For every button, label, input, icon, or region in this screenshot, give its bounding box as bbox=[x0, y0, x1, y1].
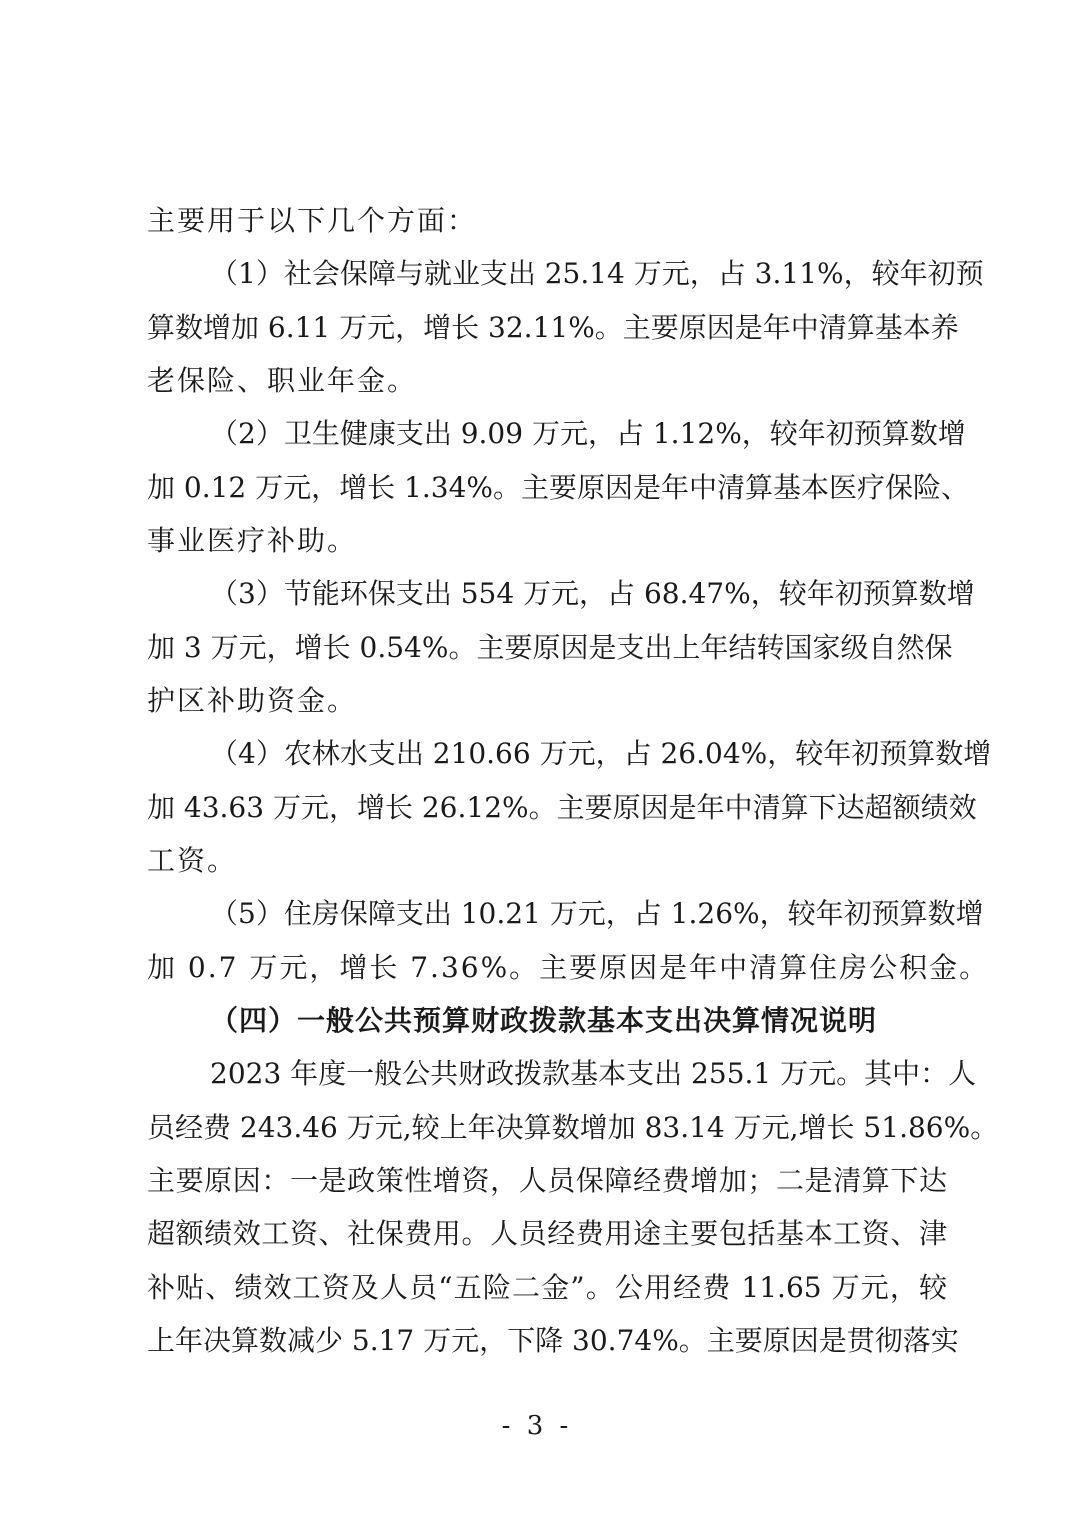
item-2-line-3: 事业医疗补助。 bbox=[147, 524, 358, 557]
item-4-line-3: 工资。 bbox=[147, 844, 238, 877]
section-paragraph-line-1: 2023 年度一般公共财政拨款基本支出 255.1 万元。其中：人 bbox=[210, 1057, 977, 1090]
section-paragraph-line-6: 上年决算数减少 5.17 万元，下降 30.74%。主要原因是贯彻落实 bbox=[147, 1324, 959, 1357]
item-4-line-1: （4）农林水支出 210.66 万元，占 26.04%，较年初预算数增 bbox=[210, 737, 992, 770]
paragraph-intro-line: 主要用于以下几个方面： bbox=[147, 204, 478, 237]
item-1-line-2: 算数增加 6.11 万元，增长 32.11%。主要原因是年中清算基本养 bbox=[147, 311, 959, 344]
item-2-line-1: （2）卫生健康支出 9.09 万元，占 1.12%，较年初预算数增 bbox=[210, 417, 966, 450]
item-1-line-1: （1）社会保障与就业支出 25.14 万元，占 3.11%，较年初预 bbox=[210, 257, 984, 290]
item-3-line-2: 加 3 万元，增长 0.54%。主要原因是支出上年结转国家级自然保 bbox=[147, 631, 953, 664]
item-3-line-3: 护区补助资金。 bbox=[147, 684, 358, 717]
item-4-line-2: 加 43.63 万元，增长 26.12%。主要原因是年中清算下达超额绩效 bbox=[147, 791, 977, 824]
section-paragraph-line-5: 补贴、绩效工资及人员“五险二金”。公用经费 11.65 万元，较 bbox=[147, 1271, 947, 1304]
item-3-line-1: （3）节能环保支出 554 万元，占 68.47%，较年初预算数增 bbox=[210, 577, 975, 610]
section-paragraph-line-2: 员经费 243.46 万元,较上年决算数增加 83.14 万元,增长 51.86%。 bbox=[147, 1111, 999, 1144]
item-5-line-1: （5）住房保障支出 10.21 万元，占 1.26%，较年初预算数增 bbox=[210, 897, 984, 930]
item-5-line-2: 加 0.7 万元，增长 7.36%。主要原因是年中清算住房公积金。 bbox=[147, 951, 990, 984]
item-1-line-3: 老保险、职业年金。 bbox=[147, 364, 418, 397]
section-heading: （四）一般公共预算财政拨款基本支出决算情况说明 bbox=[210, 1004, 878, 1037]
section-paragraph-line-4: 超额绩效工资、社保费用。人员经费用途主要包括基本工资、津 bbox=[147, 1217, 947, 1250]
page-number: - 3 - bbox=[501, 1411, 573, 1441]
item-2-line-2: 加 0.12 万元，增长 1.34%。主要原因是年中清算基本医疗保险、 bbox=[147, 471, 969, 504]
section-paragraph-line-3: 主要原因：一是政策性增资，人员保障经费增加；二是清算下达 bbox=[147, 1164, 947, 1197]
